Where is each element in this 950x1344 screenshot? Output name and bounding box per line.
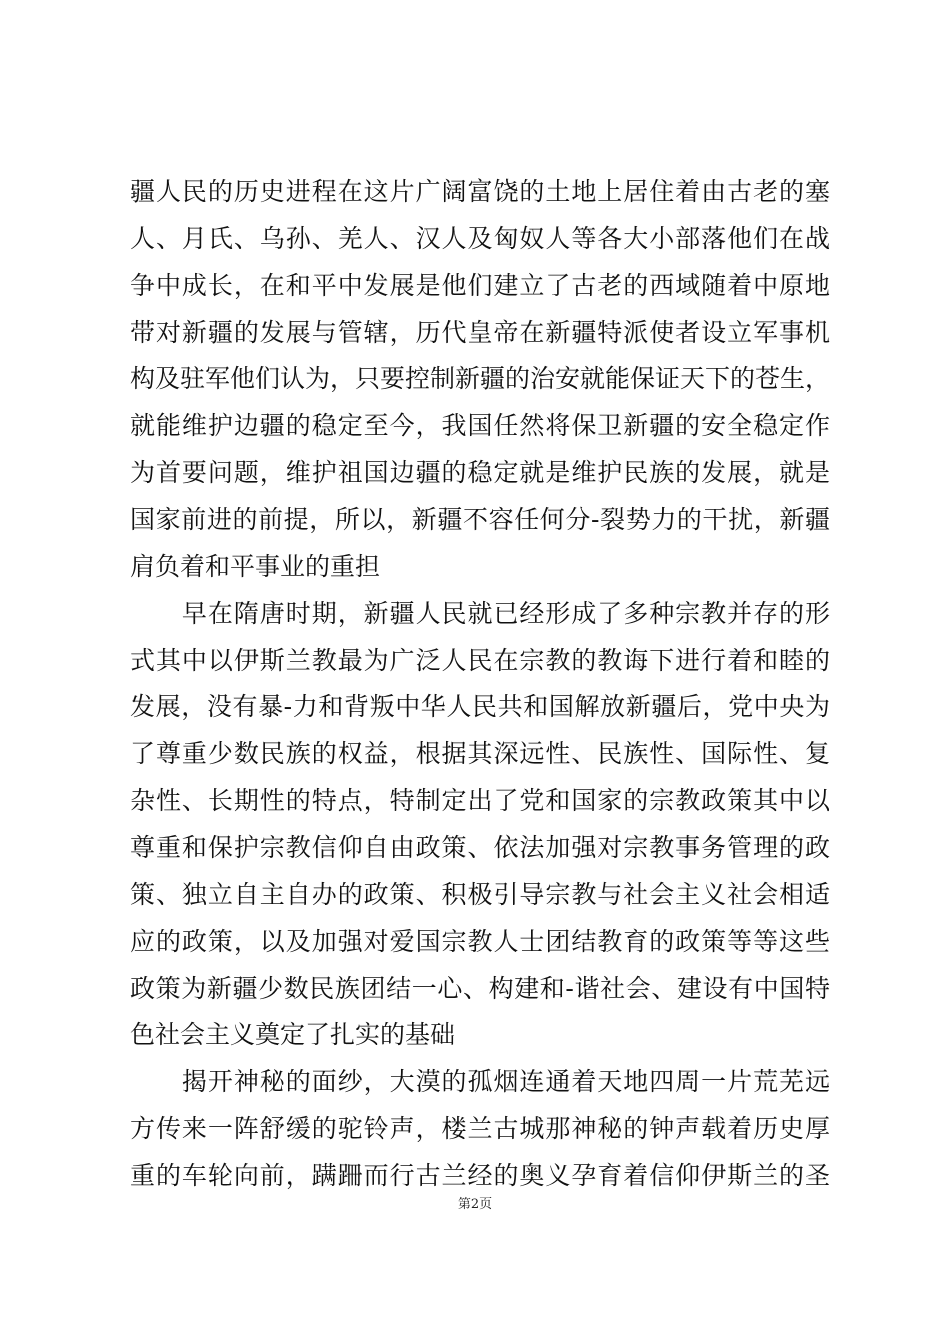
- paragraph-1-line-8: 国家前进的前提，所以，新疆不容任何分-裂势力的干扰，新疆: [130, 505, 830, 534]
- paragraph-2-line-7: 策、独立自主自办的政策、积极引导宗教与社会主义社会相适: [130, 880, 830, 909]
- paragraph-2-line-1: 早在隋唐时期，新疆人民就已经形成了多种宗教并存的形: [130, 599, 830, 628]
- paragraph-1-line-3: 争中成长，在和平中发展是他们建立了古老的西域随着中原地: [130, 271, 830, 300]
- paragraph-1-line-7: 为首要问题，维护祖国边疆的稳定就是维护民族的发展，就是: [130, 458, 830, 487]
- paragraph-2-line-9: 政策为新疆少数民族团结一心、构建和-谐社会、建设有中国特: [130, 974, 830, 1003]
- paragraph-3-line-1: 揭开神秘的面纱，大漠的孤烟连通着天地四周一片荒芜远: [130, 1067, 830, 1096]
- paragraph-3-line-2: 方传来一阵舒缓的驼铃声，楼兰古城那神秘的钟声载着历史厚: [130, 1114, 830, 1143]
- paragraph-1-line-4: 带对新疆的发展与管辖，历代皇帝在新疆特派使者设立军事机: [130, 318, 830, 347]
- paragraph-2-line-5: 杂性、长期性的特点，特制定出了党和国家的宗教政策其中以: [130, 786, 830, 815]
- paragraph-1-line-2: 人、月氏、乌孙、羌人、汉人及匈奴人等各大小部落他们在战: [130, 224, 830, 253]
- paragraph-2-line-8: 应的政策，以及加强对爱国宗教人士团结教育的政策等等这些: [130, 927, 830, 956]
- paragraph-2-line-2: 式其中以伊斯兰教最为广泛人民在宗教的教诲下进行着和睦的: [130, 646, 830, 675]
- paragraph-2-line-10: 色社会主义奠定了扎实的基础: [130, 1020, 456, 1049]
- paragraph-2-line-4: 了尊重少数民族的权益，根据其深远性、民族性、国际性、复: [130, 739, 830, 768]
- page-number: 第2页: [457, 1197, 493, 1212]
- paragraph-3-line-3: 重的车轮向前，蹒跚而行古兰经的奥义孕育着信仰伊斯兰的圣: [130, 1161, 830, 1190]
- paragraph-1-line-6: 就能维护边疆的稳定至今，我国任然将保卫新疆的安全稳定作: [130, 411, 830, 440]
- paragraph-2-line-6: 尊重和保护宗教信仰自由政策、依法加强对宗教事务管理的政: [130, 833, 830, 862]
- paragraph-1-line-9: 肩负着和平事业的重担: [130, 552, 381, 581]
- paragraph-1-line-5: 构及驻军他们认为，只要控制新疆的治安就能保证天下的苍生，: [130, 364, 831, 393]
- paragraph-1-line-1: 疆人民的历史进程在这片广阔富饶的土地上居住着由古老的塞: [130, 177, 830, 206]
- paragraph-2-line-3: 发展，没有暴-力和背叛中华人民共和国解放新疆后，党中央为: [130, 692, 830, 721]
